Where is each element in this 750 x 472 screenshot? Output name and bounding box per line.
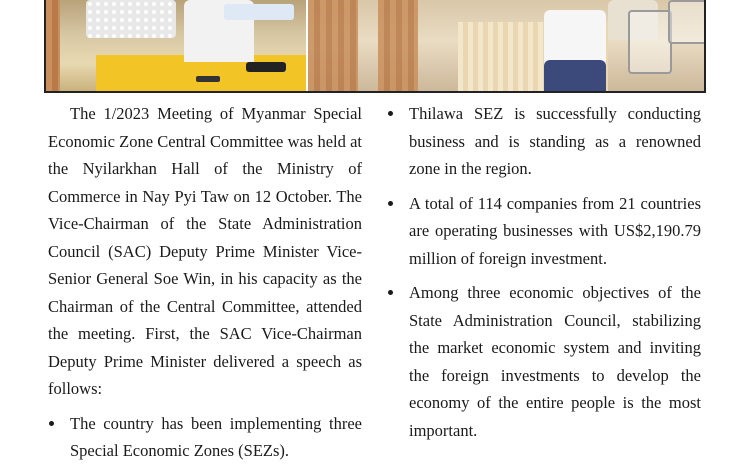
lace-curtain-decoration (86, 0, 176, 38)
phone-on-table (196, 76, 220, 82)
meeting-attendees-photo (306, 0, 704, 91)
attendee-longyi (544, 60, 606, 91)
microphone-base (246, 62, 286, 72)
list-item (387, 279, 701, 444)
chair-2 (668, 0, 704, 44)
list-item-text: Thilawa SEZ is successfully conducting business and is standing as a renowned zone in the region. (409, 104, 701, 178)
curtain-backdrop-1 (308, 0, 358, 91)
bullet-icon (388, 111, 393, 116)
document-held (224, 4, 294, 20)
list-item (48, 410, 362, 465)
curtain-left (46, 0, 60, 91)
list-item-text: A total of 114 companies from 21 countries are operating businesses with US$2,190.79 million of foreign investment. (409, 193, 701, 268)
curtain-backdrop-2 (378, 0, 418, 91)
list-item (387, 190, 701, 273)
bullet-icon (49, 421, 54, 426)
meeting-speaker-photo (46, 0, 306, 91)
bullet-icon (388, 201, 393, 206)
photo-strip (44, 0, 706, 93)
chair (628, 10, 672, 74)
list-item (387, 100, 701, 183)
bullet-icon (388, 290, 393, 295)
left-bullet-list (48, 410, 362, 465)
right-bullet-list (387, 100, 701, 444)
article-intro-paragraph: The 1/2023 Meeting of Myanmar Special Economic Zone Central Committee was held at the Nyilarkhan Hall of the Ministry of Commerce in Nay Pyi Taw on 12 October. The Vice-Chairman of the State Administration Council (SAC) Deputy Prime Minister Vice-Senior General Soe Win, in his capacity as the Chairman of the Central Committee, attended the meeting. First, the SAC Vice-Chairman Deputy Prime Minister delivered a speech as follows: (48, 104, 362, 398)
list-item-text: The country has been implementing three Special Economic Zones (SEZs). (70, 413, 362, 460)
article-left-column (48, 100, 362, 472)
list-item-text: Among three economic objectives of the State Administration Council, stabilizing the market economic system and inviting the foreign investments to develop the economy of the entire people is the most important. (409, 283, 701, 440)
article-right-column (387, 100, 701, 451)
